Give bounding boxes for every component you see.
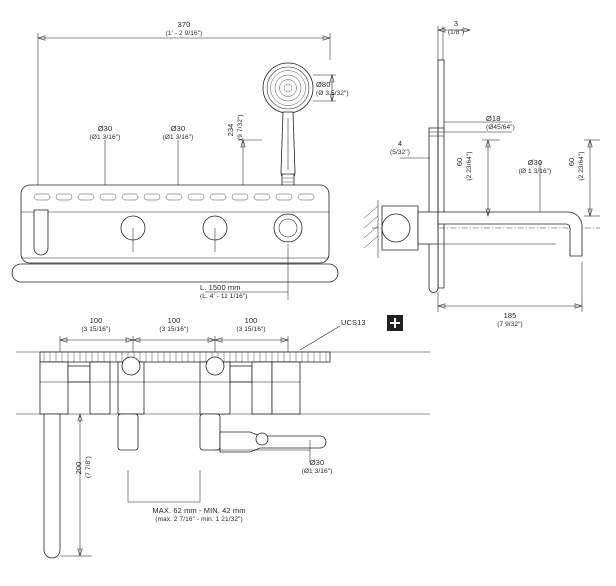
product-code-label: UCS13 [341,318,366,327]
dimension-shower-diameter: Ø80 (Ø 3 5/32") [316,80,349,97]
dimension-hose-diameter: Ø18 (Ø45/64") [486,114,515,131]
dimension-shower-length: 234 [226,123,235,137]
plus-logo-icon [387,315,403,331]
dimension-hole-mid: Ø30 (Ø1 3/16") [162,124,194,141]
dimension-plate-thickness: 4 (5/32") [390,139,410,156]
dimension-right-60-a: 60 [455,157,464,167]
dimension-spout-height: 200 [74,461,83,475]
dimension-right-60-a-inch: (2 23/64") [466,151,473,181]
wall-thickness-note: MAX. 62 mm - MIN. 42 mm (max. 2 7/16" - min. 1 21/32") [152,506,246,523]
dimension-spacing-2: 100 (3 15/16") [159,316,189,333]
dimension-right-60-b: 60 [567,157,576,167]
dimension-right-diameter-30: Ø30 (Ø 1 3/16") [518,158,552,175]
dimension-hose-length: L. 1500 mm (L. 4' - 11 1/16") [200,283,248,300]
dimension-spout-height-inch: (7 7/8") [85,456,92,478]
dimension-hole-left: Ø30 (Ø1 3/16") [89,124,121,141]
dimension-right-60-b-inch: (2 23/64") [578,151,585,181]
dimension-width-top: 370 (1' - 2 9/16") [165,20,203,37]
dimension-spacing-3: 100 (3 15/16") [236,316,266,333]
dimension-shower-length-inch: (9 7/32") [237,114,244,140]
dimension-hole-bottom: Ø30 (Ø1 3/16") [301,458,333,475]
dimension-projection-depth: 185 (7 9/32") [497,311,523,328]
dimension-right-top: 3 (1/8") [447,19,465,36]
dimension-spacing-1: 100 (3 15/16") [81,316,111,333]
